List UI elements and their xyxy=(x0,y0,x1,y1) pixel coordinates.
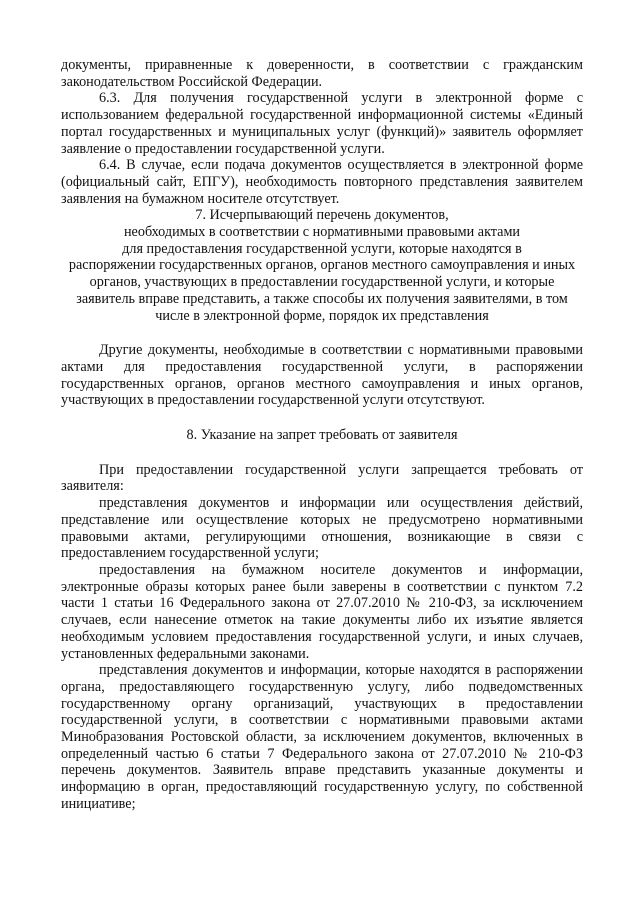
section-7-heading xyxy=(61,207,583,324)
section-8-item: представления документов и информации или осуществления действий, представление или осуществление которых не предусмотрено нормативными правовыми актами, регулирующими отношения, возникающие в связи с предоставлением государственной услуги; xyxy=(61,495,583,562)
section-8-intro: При предоставлении государственной услуги запрещается требовать от заявителя: xyxy=(61,461,583,495)
spacer xyxy=(61,324,583,342)
section-7-heading-line: заявитель вправе представить, а также способы их получения заявителями, в том xyxy=(76,290,568,307)
paragraph-continuation: документы, приравненные к доверенности, в соответствии с гражданским законодательством Российской Федерации. xyxy=(61,57,583,90)
spacer xyxy=(61,444,583,462)
section-7-heading-line: необходимых в соответствии с нормативными правовыми актами xyxy=(123,224,521,241)
section-7-body: Другие документы, необходимые в соответствии с нормативными правовыми актами для предоставления государственной услуги, в распоряжении государственных органов, органов местного самоуправления и иных органов, участвующих в предоставлении государственной услуги отсутствуют. xyxy=(61,342,583,409)
section-7-heading-line: числе в электронной форме, порядок их представления xyxy=(155,307,489,324)
section-7-heading-line: для предоставления государственной услуги, которые находятся в xyxy=(122,240,522,257)
spacer xyxy=(61,409,583,427)
section-7-heading-line: распоряжении государственных органов, органов местного самоуправления и иных xyxy=(68,257,576,274)
section-8-item: предоставления на бумажном носителе документов и информации, электронные образы которых ранее были заверены в соответствии с пунктом 7.2 части 1 статьи 16 Федерального закона от 27.07.2010 № 210-ФЗ, за исключением случаев, если нанесение отметок на такие документы либо их изъятие является необходимым условием предоставления государственной услуги, и иных случаев, установленных федеральными законами. xyxy=(61,561,583,662)
section-8-heading: 8. Указание на запрет требовать от заявителя xyxy=(186,427,458,444)
paragraph-6-3: 6.3. Для получения государственной услуги в электронной форме с использованием федеральной государственной информационной системы «Единый портал государственных и муниципальных услуг (функций)» заявитель оформляет заявление о предоставлении государственной услуги. xyxy=(61,90,583,157)
section-8-item: представления документов и информации, которые находятся в распоряжении органа, предоставляющего государственную услугу, либо подведомственных государственному органу организаций, участвующих в предоставлении государственной услуги, в соответствии с нормативными правовыми актами Минобразования Ростовской области, за исключением документов, включенных в определенный частью 6 статьи 7 Федерального закона от 27.07.2010 № 210-ФЗ перечень документов. Заявитель вправе представить указанные документы и информацию в орган, предоставляющий государственную услугу, по собственной инициативе; xyxy=(61,662,583,812)
section-7-heading-line: органов, участвующих в предоставлении государственной услуги, и которые xyxy=(89,274,555,291)
section-7-heading-line: 7. Исчерпывающий перечень документов, xyxy=(195,207,449,224)
paragraph-6-4: 6.4. В случае, если подача документов осуществляется в электронной форме (официальный сайт, ЕПГУ), необходимость повторного представления заявителем заявления на бумажном носителе отсутствует. xyxy=(61,157,583,207)
